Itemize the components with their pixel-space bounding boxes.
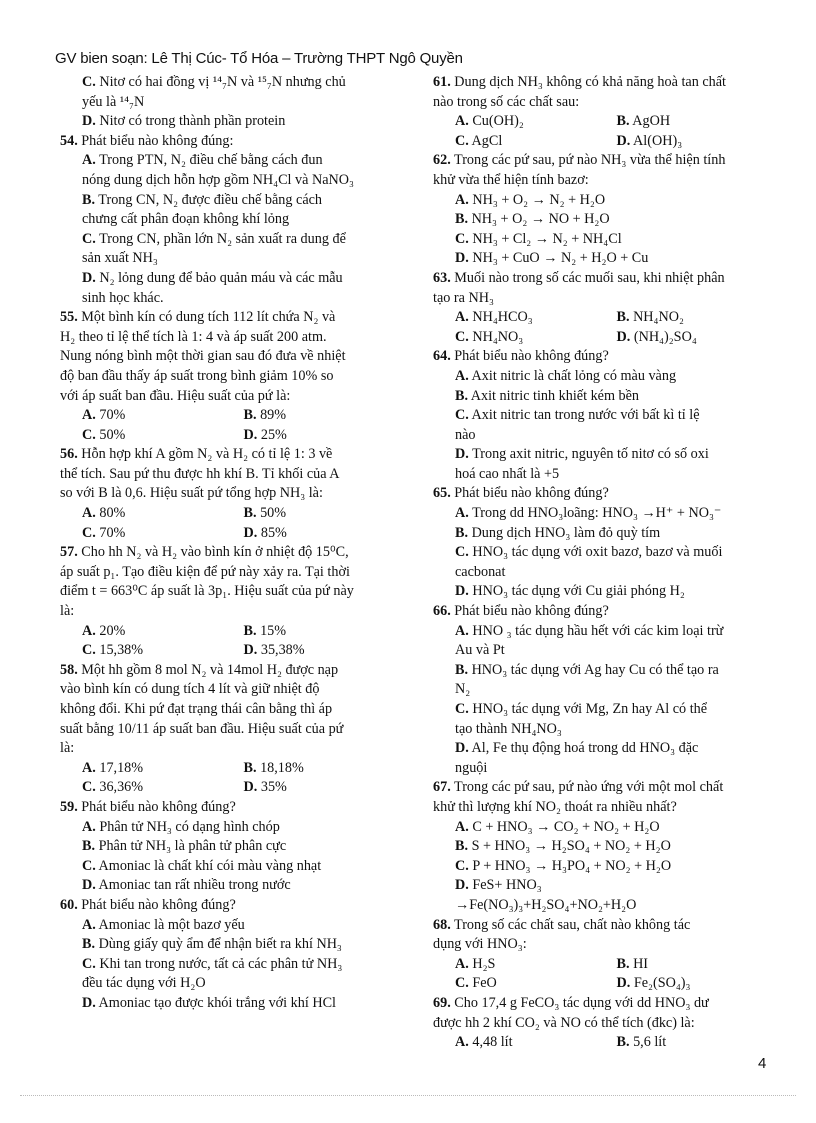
text-line: nào trong số các chất sau:	[433, 93, 580, 110]
text-line: dụng với HNO₃:	[433, 936, 527, 953]
text-line: được hh 2 khí CO₂ và NO có thể tích (đkc) là:	[433, 1014, 695, 1031]
answer-option-row	[433, 112, 778, 132]
question-stem	[433, 916, 778, 955]
text-line: sinh học khác.	[82, 289, 164, 306]
text-line: B. Axit nitric tinh khiết kém bền	[455, 387, 640, 404]
text-line: A. C + HNO₃ → CO₂ + NO₂ + H₂O	[455, 818, 660, 835]
answer-option: D. (NH₄)₂SO₄	[616, 328, 697, 345]
answer-option	[433, 445, 778, 484]
answer-option: D. Fe₂(SO₄)₃	[616, 975, 691, 992]
text-line: D. Nitơ có trong thành phần protein	[82, 113, 286, 130]
answer-option-row	[60, 641, 405, 661]
answer-option: D. 35%	[243, 779, 287, 796]
answer-option-row	[433, 955, 778, 975]
answer-option	[60, 151, 405, 190]
answer-option-row	[60, 778, 405, 798]
left-column	[60, 73, 405, 1014]
text-line: A. NH₃ + O₂ → N₂ + H₂O	[455, 191, 606, 208]
text-line: 65. Phát biểu nào không đúng?	[433, 485, 609, 502]
question-stem	[433, 347, 778, 367]
question-stem	[60, 445, 405, 504]
text-line: chưng cất phân đoạn không khí lỏng	[82, 211, 290, 228]
answer-option	[60, 994, 405, 1014]
answer-option-row	[433, 974, 778, 994]
answer-option-row	[433, 308, 778, 328]
text-line: B. S + HNO₃ → H₂SO₄ + NO₂ + H₂O	[455, 838, 671, 855]
question-stem	[433, 994, 778, 1033]
text-line: D. Al, Fe thụ động hoá trong dd HNO₃ đặc	[455, 740, 699, 757]
text-line: khử thì lượng khí NO₂ thoát ra nhiều nhất?	[433, 798, 677, 815]
text-line: tạo ra NH₃	[433, 289, 494, 306]
answer-option	[60, 73, 405, 112]
answer-option	[60, 818, 405, 838]
answer-option	[433, 700, 778, 739]
text-line: H₂ theo tỉ lệ thể tích là 1: 4 và áp suất 200 atm.	[60, 328, 327, 345]
text-line: C. P + HNO₃ → H₃PO₄ + NO₂ + H₂O	[455, 857, 672, 874]
answer-option: B. NH₄NO₂	[616, 309, 684, 326]
text-line: 62. Trong các pứ sau, pứ nào NH₃ vừa thể hiện tính	[433, 152, 726, 169]
text-line: D. Trong axit nitric, nguyên tố nitơ có số oxi	[455, 446, 709, 463]
answer-option: C. 50%	[82, 426, 126, 443]
question-stem	[433, 602, 778, 622]
answer-option: A. 70%	[82, 407, 126, 424]
text-line: D. HNO₃ tác dụng với Cu giải phóng H₂	[455, 583, 685, 600]
text-line: 67. Trong các pứ sau, pứ nào ứng với một mol chất	[433, 779, 724, 796]
text-line: tạo thành NH₄NO₃	[455, 720, 562, 737]
text-line: C. HNO₃ tác dụng với oxit bazơ, bazơ và muối	[455, 544, 723, 561]
text-line: với áp suất ban đầu. Hiệu suất của pứ là:	[60, 387, 291, 404]
text-line: không đổi. Khi pứ đạt trạng thái cân bằng thì áp	[60, 701, 333, 717]
answer-option-row	[60, 406, 405, 426]
text-line: D. Amoniac tạo được khói trắng với khí HCl	[82, 994, 336, 1011]
text-line: áp suất p₁. Tạo điều kiện để pứ này xảy ra. Tại thời	[60, 563, 350, 580]
answer-option: B. 18,18%	[243, 759, 304, 776]
answer-option	[433, 406, 778, 445]
text-line: nào	[455, 426, 476, 443]
text-line: 55. Một bình kín có dung tích 112 lít chứa N₂ và	[60, 309, 336, 326]
text-line: điểm t = 663⁰C áp suất là 3p₁. Hiệu suất của pứ này	[60, 583, 354, 600]
text-line: A. Trong dd HNO₃loãng: HNO₃ →H⁺ + NO₃⁻	[455, 505, 722, 522]
text-line: so với B là 0,6. Hiệu suất pứ tổng hợp NH₃ là:	[60, 485, 323, 502]
answer-option	[433, 837, 778, 857]
text-line: cacbonat	[455, 563, 506, 580]
answer-option	[433, 524, 778, 544]
text-line: 69. Cho 17,4 g FeCO₃ tác dụng với dd HNO₃ dư	[433, 994, 709, 1011]
answer-option: A. 80%	[82, 505, 126, 522]
answer-option: A. 17,18%	[82, 759, 144, 776]
question-stem	[433, 778, 778, 817]
text-line: Au và Pt	[455, 642, 505, 659]
answer-option	[433, 857, 778, 877]
text-line: 66. Phát biểu nào không đúng?	[433, 603, 609, 620]
answer-option: A. Cu(OH)₂	[455, 113, 524, 130]
footer-divider	[20, 1095, 796, 1096]
answer-option	[60, 269, 405, 308]
answer-option	[60, 191, 405, 230]
answer-option	[60, 230, 405, 269]
answer-option	[433, 504, 778, 524]
answer-option: C. 70%	[82, 524, 126, 541]
text-line: khử vừa thể hiện tính bazơ:	[433, 171, 589, 188]
text-line: Nung nóng bình một thời gian sau đó đưa về nhiệt	[60, 348, 346, 365]
answer-option-row	[60, 759, 405, 779]
text-line: thể tích. Sau pứ thu được hh khí B. Tỉ khối của A	[60, 465, 340, 482]
answer-option	[433, 661, 778, 700]
text-line: 61. Dung dịch NH₃ không có khả năng hoà tan chất	[433, 74, 726, 90]
question-stem	[60, 661, 405, 759]
text-line: là:	[60, 603, 75, 620]
text-line: A. Phân tử NH₃ có dạng hình chóp	[82, 818, 280, 835]
answer-option	[60, 857, 405, 877]
text-line: 60. Phát biểu nào không đúng?	[60, 896, 236, 913]
answer-option-row	[433, 1033, 778, 1053]
text-line: vào bình kín có dung tích 4 lít và giữ nhiệt độ	[60, 681, 320, 698]
answer-option	[433, 622, 778, 661]
text-line: C. Khi tan trong nước, tất cả các phân tử NH₃	[82, 955, 343, 972]
answer-option	[433, 739, 778, 778]
text-line: nguội	[455, 759, 488, 776]
answer-option: D. 35,38%	[243, 642, 305, 659]
answer-option	[433, 387, 778, 407]
text-line: 58. Một hh gồm 8 mol N₂ và 14mol H₂ được nạp	[60, 661, 339, 678]
text-line: B. Trong CN, N₂ được điều chế bằng cách	[82, 191, 323, 208]
text-line: →Fe(NO₃)₃+H₂SO₄+NO₂+H₂O	[455, 896, 637, 913]
text-line: D. NH₃ + CuO → N₂ + H₂O + Cu	[455, 250, 649, 267]
answer-option	[433, 230, 778, 250]
answer-option: C. NH₄NO₃	[455, 328, 524, 345]
answer-option-row	[433, 132, 778, 152]
text-line: đều tác dụng với H₂O	[82, 975, 206, 992]
text-line: 63. Muối nào trong số các muối sau, khi nhiệt phân	[433, 269, 725, 286]
text-line: D. N₂ lỏng dung để bảo quản máu và các mẫu	[82, 269, 343, 286]
text-line: 59. Phát biểu nào không đúng?	[60, 798, 236, 815]
question-stem	[433, 151, 778, 190]
text-line: D. Amoniac tan rất nhiều trong nước	[82, 877, 291, 894]
text-line: suất bằng 10/11 áp suất ban đầu. Hiệu suất của pứ	[60, 720, 344, 737]
answer-option	[60, 876, 405, 896]
answer-option	[433, 876, 778, 915]
question-stem	[60, 798, 405, 818]
text-line: yếu là ¹⁴₇N	[82, 93, 145, 110]
answer-option: B. 15%	[243, 622, 287, 639]
text-line: C. Trong CN, phần lớn N₂ sản xuất ra dung để	[82, 230, 346, 247]
text-line: N₂	[455, 681, 471, 698]
answer-option	[433, 191, 778, 211]
text-line: 57. Cho hh N₂ và H₂ vào bình kín ở nhiệt độ 15⁰C,	[60, 544, 349, 561]
answer-option: B. 89%	[243, 407, 287, 424]
text-line: độ ban đầu thấy áp suất trong bình giảm 10% so	[60, 367, 334, 384]
page-header: GV bien soạn: Lê Thị Cúc- Tổ Hóa – Trường THPT Ngô Quyền	[55, 50, 463, 67]
question-stem	[60, 308, 405, 406]
text-line: B. Dùng giấy quỳ ẩm để nhận biết ra khí NH₃	[82, 936, 342, 953]
text-line: B. Phân tử NH₃ là phân tử phân cực	[82, 838, 287, 855]
question-stem	[60, 896, 405, 916]
answer-option: D. Al(OH)₃	[616, 132, 683, 149]
answer-option	[433, 543, 778, 582]
answer-option: D. 85%	[243, 524, 287, 541]
answer-option: B. 50%	[243, 505, 287, 522]
answer-option: C. AgCl	[455, 132, 503, 149]
text-line: C. Amoniac là chất khí cói màu vàng nhạt	[82, 857, 322, 874]
answer-option: D. 25%	[243, 426, 287, 443]
answer-option	[433, 367, 778, 387]
answer-option	[60, 112, 405, 132]
answer-option	[433, 249, 778, 269]
text-line: A. Amoniac là một bazơ yếu	[82, 916, 245, 933]
answer-option-row	[60, 504, 405, 524]
text-line: hoá cao nhất là +5	[455, 465, 560, 482]
text-line: 56. Hỗn hợp khí A gồm N₂ và H₂ có tỉ lệ 1: 3 về	[60, 446, 333, 463]
text-line: D. FeS+ HNO₃	[455, 877, 542, 894]
question-stem	[60, 543, 405, 621]
answer-option	[433, 210, 778, 230]
answer-option: A. 20%	[82, 622, 126, 639]
answer-option-row	[60, 524, 405, 544]
answer-option: B. AgOH	[616, 113, 671, 130]
text-line: A. Trong PTN, N₂ điều chế bằng cách đun	[82, 152, 323, 169]
answer-option: A. 4,48 lít	[455, 1034, 513, 1051]
text-line: A. HNO ₃ tác dụng hầu hết với các kim loại trừ	[455, 622, 724, 639]
answer-option-row	[60, 622, 405, 642]
answer-option: A. NH₄HCO₃	[455, 309, 533, 326]
text-line: C. Axit nitric tan trong nước với bất kì tỉ lệ	[455, 407, 700, 424]
answer-option: C. 36,36%	[82, 779, 144, 796]
text-line: C. HNO₃ tác dụng với Mg, Zn hay Al có thể	[455, 701, 708, 717]
question-stem	[60, 132, 405, 152]
text-line: B. HNO₃ tác dụng với Ag hay Cu có thể tạo ra	[455, 661, 719, 678]
answer-option: C. 15,38%	[82, 642, 144, 659]
question-stem	[433, 73, 778, 112]
right-column	[433, 73, 778, 1053]
answer-option	[433, 582, 778, 602]
text-line: B. Dung dịch HNO₃ làm đỏ quỳ tím	[455, 524, 661, 541]
answer-option	[60, 916, 405, 936]
text-line: C. NH₃ + Cl₂ → N₂ + NH₄Cl	[455, 230, 622, 247]
answer-option: B. 5,6 lít	[616, 1034, 667, 1051]
answer-option: C. FeO	[455, 975, 497, 992]
answer-option-row	[433, 328, 778, 348]
text-line: 68. Trong số các chất sau, chất nào không tác	[433, 916, 691, 933]
text-line: 64. Phát biểu nào không đúng?	[433, 348, 609, 365]
text-line: A. Axit nitric là chất lỏng có màu vàng	[455, 367, 677, 384]
question-stem	[433, 484, 778, 504]
answer-option: B. HI	[616, 955, 649, 972]
text-line: C. Nitơ có hai đồng vị ¹⁴₇N và ¹⁵₇N nhưng chủ	[82, 74, 346, 90]
text-line: 54. Phát biểu nào không đúng:	[60, 132, 234, 149]
text-line: sản xuất NH₃	[82, 250, 158, 267]
page-number: 4	[758, 1055, 767, 1072]
answer-option: A. H₂S	[455, 955, 496, 972]
answer-option-row	[60, 426, 405, 446]
question-stem	[433, 269, 778, 308]
answer-option	[433, 818, 778, 838]
text-line: nóng dung dịch hỗn hợp gồm NH₄Cl và NaNO₃	[82, 171, 354, 188]
text-line: là:	[60, 740, 75, 757]
answer-option	[60, 935, 405, 955]
answer-option	[60, 837, 405, 857]
answer-option	[60, 955, 405, 994]
text-line: B. NH₃ + O₂ → NO + H₂O	[455, 211, 610, 228]
